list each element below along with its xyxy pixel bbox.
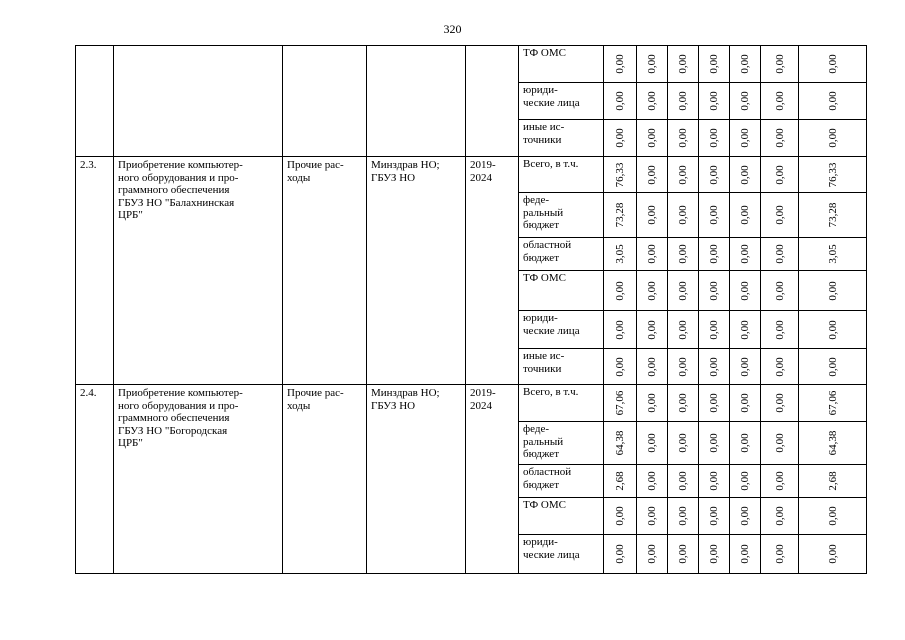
item-number: 2.4. bbox=[80, 387, 97, 399]
value-cell bbox=[637, 238, 668, 271]
value-text: 0,00 bbox=[738, 91, 751, 111]
value-text: 0,00 bbox=[645, 393, 658, 413]
value-cell bbox=[761, 385, 799, 422]
value-text: 0,00 bbox=[676, 244, 689, 264]
value-cell bbox=[699, 157, 730, 193]
source-cell bbox=[519, 46, 604, 83]
empty-cell bbox=[76, 46, 114, 157]
budget-table bbox=[75, 45, 867, 574]
value-cell bbox=[668, 422, 699, 465]
value-text: 0,00 bbox=[645, 506, 658, 526]
value-cell bbox=[799, 238, 867, 271]
value-text: 0,00 bbox=[738, 319, 751, 340]
value-cell bbox=[604, 311, 637, 349]
value-text: 0,00 bbox=[676, 544, 689, 564]
expense-type-cell bbox=[283, 385, 367, 574]
value-cell bbox=[668, 271, 699, 311]
value-text: 0,00 bbox=[676, 205, 689, 225]
value-text: 0,00 bbox=[645, 544, 658, 564]
value-text: 0,00 bbox=[645, 54, 658, 74]
value-text: 0,00 bbox=[613, 54, 626, 74]
value-text: 0,00 bbox=[773, 319, 786, 340]
value-cell bbox=[699, 238, 730, 271]
value-text: 0,00 bbox=[676, 471, 689, 491]
value-text: 0,00 bbox=[826, 91, 839, 111]
value-cell bbox=[604, 83, 637, 120]
item-description-cell bbox=[114, 385, 283, 574]
value-text: 0,00 bbox=[738, 544, 751, 564]
value-text: 0,00 bbox=[826, 319, 839, 340]
value-text: 0,00 bbox=[826, 280, 839, 301]
value-text: 0,00 bbox=[773, 471, 786, 491]
value-cell bbox=[761, 498, 799, 535]
value-text: 0,00 bbox=[707, 393, 720, 413]
value-cell bbox=[699, 83, 730, 120]
value-cell bbox=[730, 311, 761, 349]
value-cell bbox=[799, 120, 867, 157]
value-cell bbox=[604, 422, 637, 465]
value-text: 0,00 bbox=[826, 544, 839, 564]
value-cell bbox=[699, 271, 730, 311]
value-cell bbox=[699, 349, 730, 385]
value-cell bbox=[799, 465, 867, 498]
empty-cell bbox=[466, 46, 519, 157]
value-text: 0,00 bbox=[645, 319, 658, 340]
table-row bbox=[76, 46, 867, 83]
value-cell bbox=[668, 498, 699, 535]
value-text: 0,00 bbox=[645, 356, 658, 377]
value-cell bbox=[730, 83, 761, 120]
value-text: 0,00 bbox=[707, 205, 720, 225]
value-text: 0,00 bbox=[707, 91, 720, 111]
value-text: 0,00 bbox=[613, 128, 626, 148]
value-cell bbox=[799, 311, 867, 349]
value-cell bbox=[637, 535, 668, 574]
value-cell bbox=[604, 465, 637, 498]
value-cell bbox=[699, 311, 730, 349]
value-text: 0,00 bbox=[738, 54, 751, 74]
value-cell bbox=[668, 83, 699, 120]
value-text: 0,00 bbox=[707, 356, 720, 377]
value-cell bbox=[761, 311, 799, 349]
value-text: 73,28 bbox=[613, 202, 626, 228]
value-text: 0,00 bbox=[773, 433, 786, 453]
source-label: феде- ральный бюджет bbox=[523, 423, 564, 460]
value-text: 64,38 bbox=[826, 430, 839, 456]
source-label: юриди- ческие лица bbox=[523, 84, 580, 109]
value-text: 0,00 bbox=[676, 433, 689, 453]
value-cell bbox=[730, 193, 761, 238]
value-cell bbox=[668, 465, 699, 498]
value-cell bbox=[604, 271, 637, 311]
value-text: 0,00 bbox=[613, 356, 626, 377]
value-cell bbox=[699, 465, 730, 498]
item-number-cell bbox=[76, 385, 114, 574]
value-cell bbox=[668, 535, 699, 574]
item-executor: Минздрав НО; ГБУЗ НО bbox=[371, 387, 440, 412]
source-label: иные ис- точники bbox=[523, 121, 565, 146]
item-description: Приобретение компьютер- ного оборудования и про- граммного обеспечения ГБУЗ НО "Богородская ЦРБ" bbox=[118, 387, 243, 449]
empty-cell bbox=[367, 46, 466, 157]
value-cell bbox=[799, 157, 867, 193]
value-cell bbox=[668, 46, 699, 83]
value-text: 0,00 bbox=[773, 280, 786, 301]
value-cell bbox=[637, 422, 668, 465]
source-cell bbox=[519, 385, 604, 422]
value-text: 0,00 bbox=[738, 506, 751, 526]
value-cell bbox=[637, 271, 668, 311]
value-text: 0,00 bbox=[773, 544, 786, 564]
value-cell bbox=[730, 349, 761, 385]
value-cell bbox=[637, 46, 668, 83]
value-cell bbox=[604, 193, 637, 238]
value-cell bbox=[668, 311, 699, 349]
value-cell bbox=[699, 193, 730, 238]
value-text: 76,33 bbox=[826, 162, 839, 187]
value-cell bbox=[668, 157, 699, 193]
value-text: 0,00 bbox=[645, 244, 658, 264]
value-cell bbox=[761, 422, 799, 465]
value-cell bbox=[730, 46, 761, 83]
expense-type-cell bbox=[283, 157, 367, 385]
value-text: 0,00 bbox=[613, 280, 626, 301]
item-period-cell bbox=[466, 385, 519, 574]
value-text: 0,00 bbox=[613, 319, 626, 340]
item-period-cell bbox=[466, 157, 519, 385]
source-cell bbox=[519, 535, 604, 574]
value-cell bbox=[637, 120, 668, 157]
value-text: 0,00 bbox=[773, 506, 786, 526]
value-text: 0,00 bbox=[826, 506, 839, 526]
value-text: 0,00 bbox=[676, 506, 689, 526]
source-cell bbox=[519, 193, 604, 238]
source-cell bbox=[519, 271, 604, 311]
value-text: 0,00 bbox=[707, 506, 720, 526]
value-text: 0,00 bbox=[645, 128, 658, 148]
value-cell bbox=[668, 238, 699, 271]
value-text: 2,68 bbox=[826, 471, 839, 491]
value-text: 0,00 bbox=[738, 205, 751, 225]
value-cell bbox=[799, 193, 867, 238]
value-text: 0,00 bbox=[738, 280, 751, 301]
value-text: 67,06 bbox=[613, 390, 626, 416]
source-cell bbox=[519, 422, 604, 465]
value-cell bbox=[761, 46, 799, 83]
value-cell bbox=[604, 157, 637, 193]
value-cell bbox=[604, 120, 637, 157]
value-text: 0,00 bbox=[676, 54, 689, 74]
value-text: 0,00 bbox=[676, 280, 689, 301]
value-cell bbox=[730, 535, 761, 574]
value-cell bbox=[637, 498, 668, 535]
value-text: 64,38 bbox=[613, 430, 626, 456]
value-cell bbox=[604, 238, 637, 271]
value-text: 0,00 bbox=[707, 319, 720, 340]
value-text: 0,00 bbox=[676, 356, 689, 377]
source-cell bbox=[519, 349, 604, 385]
value-cell bbox=[730, 422, 761, 465]
source-cell bbox=[519, 120, 604, 157]
value-text: 0,00 bbox=[645, 280, 658, 301]
value-text: 0,00 bbox=[707, 544, 720, 564]
value-cell bbox=[799, 83, 867, 120]
item-number-cell bbox=[76, 157, 114, 385]
value-cell bbox=[799, 46, 867, 83]
value-cell bbox=[761, 193, 799, 238]
value-cell bbox=[668, 385, 699, 422]
value-text: 0,00 bbox=[707, 433, 720, 453]
value-text: 0,00 bbox=[773, 128, 786, 148]
value-text: 0,00 bbox=[707, 164, 720, 185]
value-text: 0,00 bbox=[613, 506, 626, 526]
value-cell bbox=[799, 422, 867, 465]
source-label: иные ис- точники bbox=[523, 350, 565, 375]
source-label: феде- ральный бюджет bbox=[523, 194, 564, 231]
value-cell bbox=[799, 535, 867, 574]
source-cell bbox=[519, 83, 604, 120]
value-text: 0,00 bbox=[676, 91, 689, 111]
value-text: 0,00 bbox=[738, 356, 751, 377]
value-cell bbox=[761, 465, 799, 498]
value-text: 0,00 bbox=[645, 205, 658, 225]
value-text: 67,06 bbox=[826, 390, 839, 416]
value-text: 0,00 bbox=[738, 244, 751, 264]
value-text: 0,00 bbox=[613, 544, 626, 564]
source-label: ТФ ОМС bbox=[523, 47, 566, 59]
value-cell bbox=[637, 385, 668, 422]
value-cell bbox=[699, 385, 730, 422]
value-cell bbox=[761, 535, 799, 574]
item-description: Приобретение компьютер- ного оборудования и про- граммного обеспечения ГБУЗ НО "Балахнинская ЦРБ" bbox=[118, 159, 243, 221]
value-cell bbox=[637, 83, 668, 120]
expense-type: Прочие рас- ходы bbox=[287, 387, 344, 412]
source-label: областной бюджет bbox=[523, 239, 572, 264]
value-cell bbox=[637, 157, 668, 193]
value-cell bbox=[699, 535, 730, 574]
value-cell bbox=[604, 46, 637, 83]
source-label: юриди- ческие лица bbox=[523, 312, 580, 337]
value-text: 2,68 bbox=[613, 471, 626, 491]
value-text: 0,00 bbox=[676, 393, 689, 413]
value-cell bbox=[668, 120, 699, 157]
value-cell bbox=[604, 498, 637, 535]
value-text: 0,00 bbox=[645, 164, 658, 185]
value-text: 0,00 bbox=[773, 356, 786, 377]
value-text: 0,00 bbox=[738, 393, 751, 413]
value-cell bbox=[668, 349, 699, 385]
value-text: 0,00 bbox=[676, 128, 689, 148]
item-period: 2019- 2024 bbox=[470, 159, 496, 184]
value-text: 0,00 bbox=[773, 91, 786, 111]
value-cell bbox=[637, 193, 668, 238]
value-cell bbox=[761, 349, 799, 385]
value-cell bbox=[637, 311, 668, 349]
value-text: 0,00 bbox=[613, 91, 626, 111]
value-text: 0,00 bbox=[676, 164, 689, 185]
value-text: 3,05 bbox=[613, 244, 626, 264]
source-label: Всего, в т.ч. bbox=[523, 158, 579, 170]
value-text: 0,00 bbox=[826, 54, 839, 74]
source-cell bbox=[519, 498, 604, 535]
table-row bbox=[76, 385, 867, 422]
value-cell bbox=[761, 238, 799, 271]
table-row bbox=[76, 157, 867, 193]
source-cell bbox=[519, 465, 604, 498]
value-text: 0,00 bbox=[707, 54, 720, 74]
value-cell bbox=[799, 385, 867, 422]
source-label: Всего, в т.ч. bbox=[523, 386, 579, 398]
value-cell bbox=[730, 157, 761, 193]
item-executor-cell bbox=[367, 157, 466, 385]
value-cell bbox=[699, 46, 730, 83]
source-cell bbox=[519, 238, 604, 271]
value-text: 0,00 bbox=[645, 91, 658, 111]
value-text: 0,00 bbox=[773, 205, 786, 225]
value-cell bbox=[730, 465, 761, 498]
value-text: 3,05 bbox=[826, 244, 839, 264]
value-text: 76,33 bbox=[613, 162, 626, 187]
value-text: 0,00 bbox=[645, 471, 658, 491]
value-cell bbox=[604, 349, 637, 385]
item-executor-cell bbox=[367, 385, 466, 574]
value-text: 0,00 bbox=[773, 244, 786, 264]
value-text: 0,00 bbox=[773, 164, 786, 185]
item-period: 2019- 2024 bbox=[470, 387, 496, 412]
source-cell bbox=[519, 311, 604, 349]
value-cell bbox=[699, 422, 730, 465]
value-text: 0,00 bbox=[676, 319, 689, 340]
item-description-cell bbox=[114, 157, 283, 385]
value-cell bbox=[761, 83, 799, 120]
value-cell bbox=[730, 498, 761, 535]
value-cell bbox=[730, 238, 761, 271]
value-cell bbox=[799, 498, 867, 535]
value-cell bbox=[699, 498, 730, 535]
value-cell bbox=[761, 157, 799, 193]
empty-cell bbox=[114, 46, 283, 157]
value-cell bbox=[604, 385, 637, 422]
value-text: 0,00 bbox=[645, 433, 658, 453]
value-cell bbox=[637, 465, 668, 498]
value-text: 0,00 bbox=[707, 128, 720, 148]
value-text: 0,00 bbox=[738, 164, 751, 185]
value-cell bbox=[730, 385, 761, 422]
value-cell bbox=[730, 120, 761, 157]
value-cell bbox=[668, 193, 699, 238]
source-cell bbox=[519, 157, 604, 193]
value-cell bbox=[730, 271, 761, 311]
value-cell bbox=[699, 120, 730, 157]
value-text: 0,00 bbox=[707, 280, 720, 301]
value-text: 0,00 bbox=[773, 393, 786, 413]
item-number: 2.3. bbox=[80, 159, 97, 171]
value-text: 0,00 bbox=[738, 433, 751, 453]
value-text: 0,00 bbox=[826, 356, 839, 377]
source-label: областной бюджет bbox=[523, 466, 572, 491]
value-text: 73,28 bbox=[826, 202, 839, 228]
value-text: 0,00 bbox=[707, 471, 720, 491]
value-cell bbox=[637, 349, 668, 385]
value-cell bbox=[761, 271, 799, 311]
value-text: 0,00 bbox=[738, 471, 751, 491]
item-executor: Минздрав НО; ГБУЗ НО bbox=[371, 159, 440, 184]
source-label: ТФ ОМС bbox=[523, 272, 566, 284]
page-number: 320 bbox=[443, 22, 462, 36]
value-text: 0,00 bbox=[738, 128, 751, 148]
expense-type: Прочие рас- ходы bbox=[287, 159, 344, 184]
value-cell bbox=[799, 271, 867, 311]
empty-cell bbox=[283, 46, 367, 157]
source-label: ТФ ОМС bbox=[523, 499, 566, 511]
value-cell bbox=[799, 349, 867, 385]
value-text: 0,00 bbox=[773, 54, 786, 74]
source-label: юриди- ческие лица bbox=[523, 536, 580, 561]
value-cell bbox=[761, 120, 799, 157]
value-text: 0,00 bbox=[707, 244, 720, 264]
value-text: 0,00 bbox=[826, 128, 839, 148]
value-cell bbox=[604, 535, 637, 574]
